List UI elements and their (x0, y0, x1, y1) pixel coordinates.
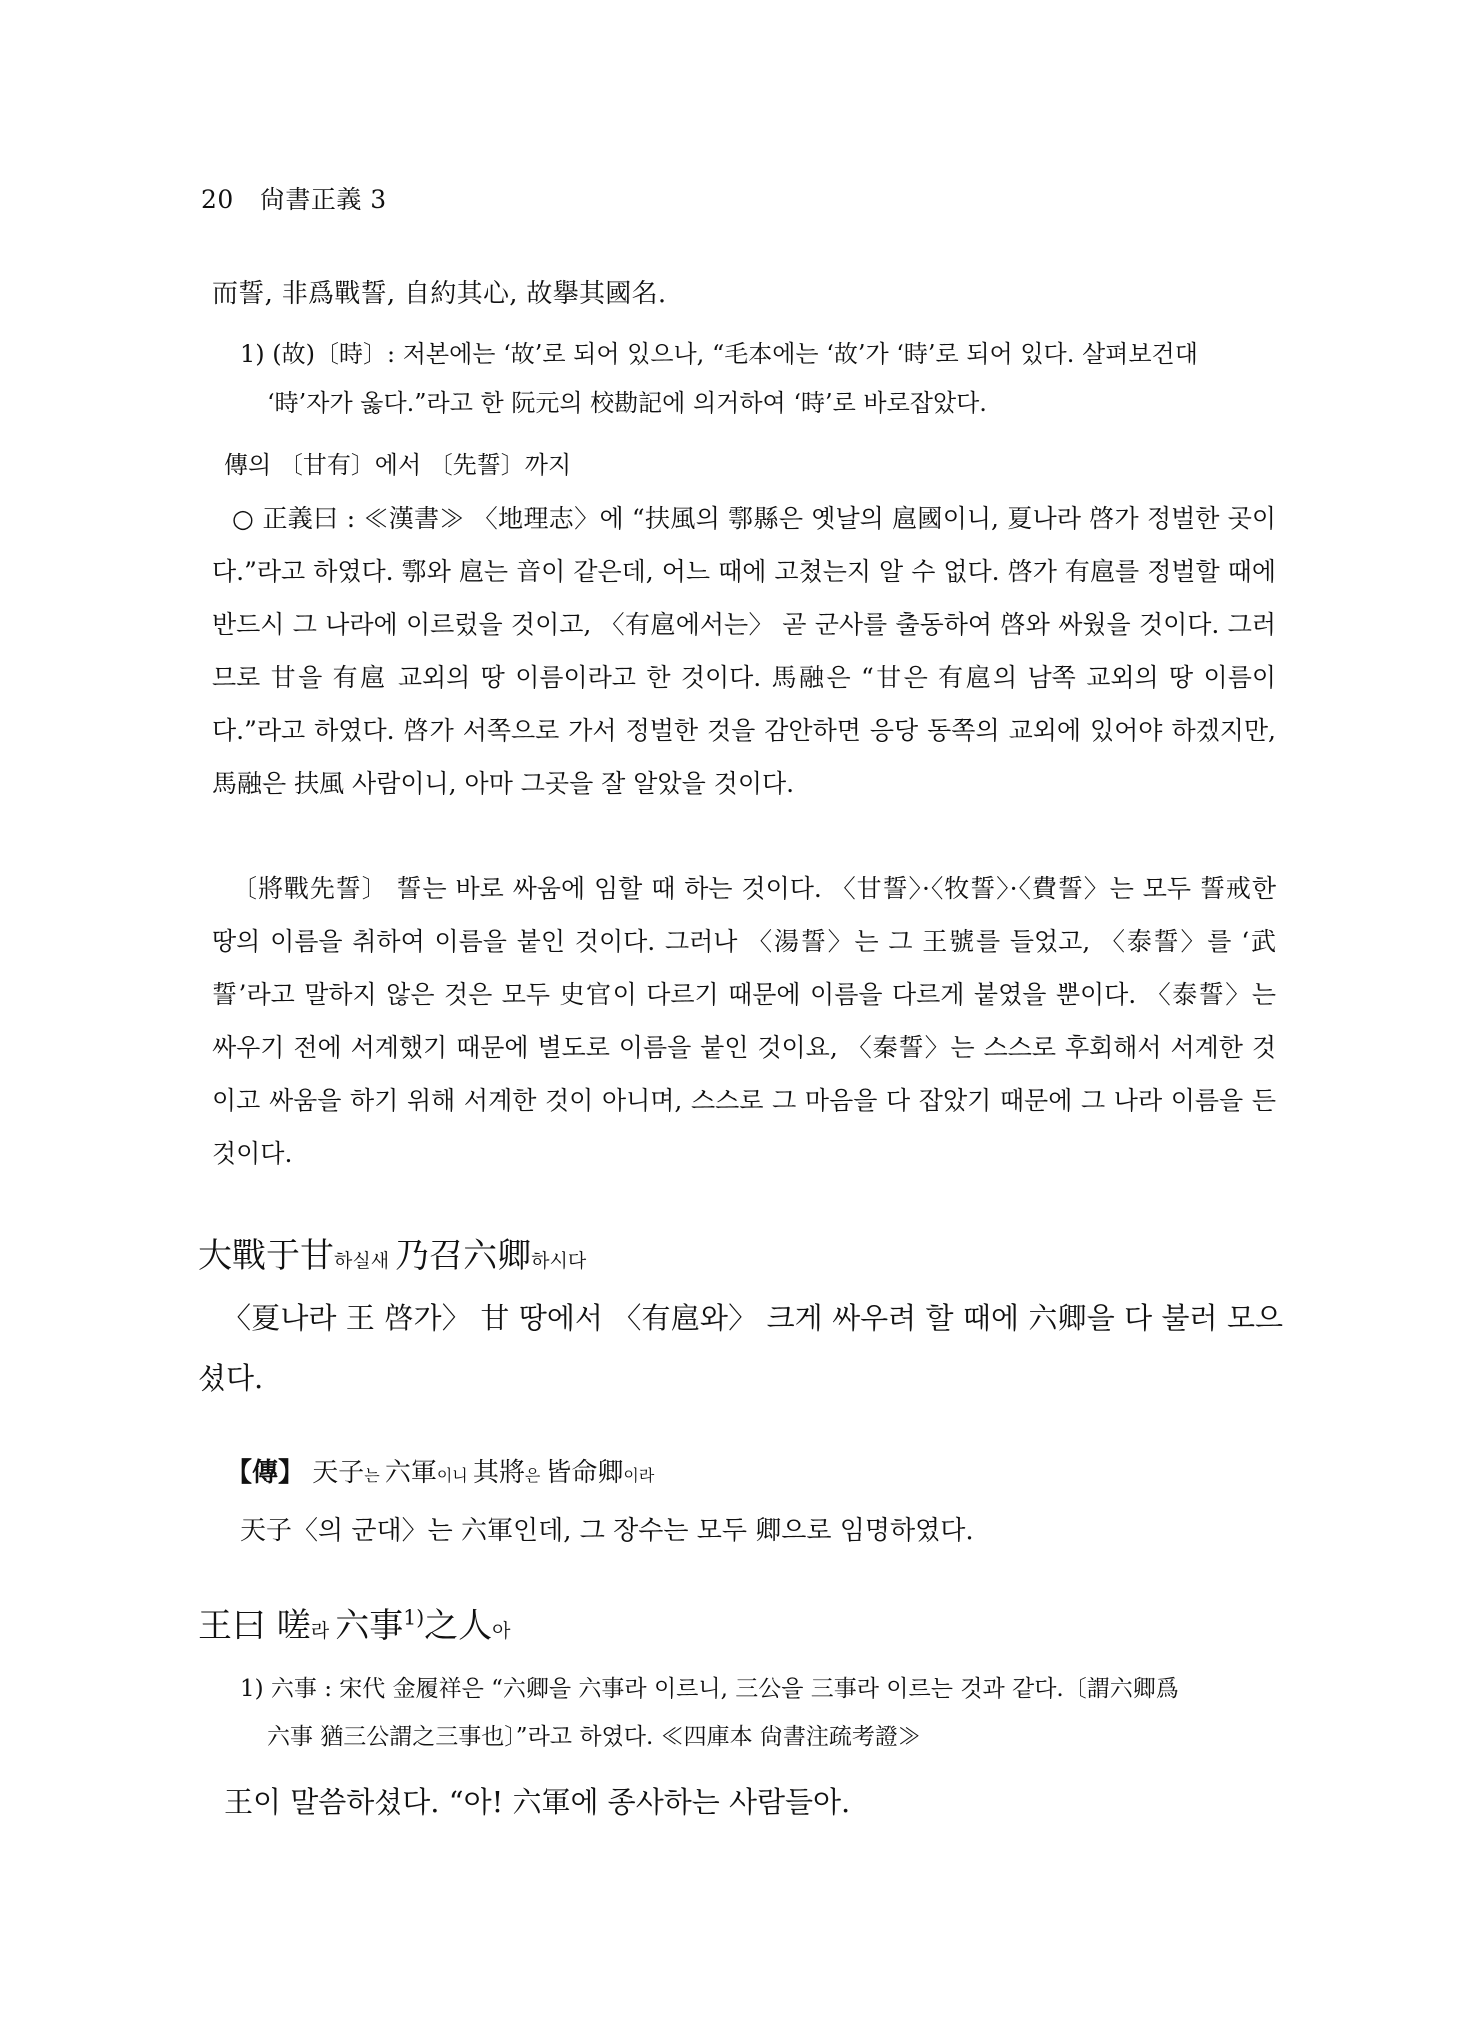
classic-text: 之人 (424, 1606, 493, 1646)
commentary-text: 其將 (472, 1458, 525, 1488)
commentary-text: 六軍 (384, 1458, 437, 1488)
footnote-line: 1) (故)〔時〕: 저본에는 ‘故’로 되어 있으나, “毛本에는 ‘故’가 ‘時’로 되어 있다. 살펴보건대 (240, 340, 1198, 368)
classic-text: 大戰于甘 (198, 1236, 334, 1276)
footnote-ref: 1) (403, 1605, 425, 1630)
commentary-tag: 【傳】 (226, 1458, 305, 1488)
continued-text: 而誓, 非爲戰誓, 自約其心, 故擧其國名. (212, 279, 667, 309)
commentary-line (226, 1452, 654, 1489)
reading-mark: 아 (492, 1620, 511, 1642)
commentary-paragraph (212, 862, 1276, 1180)
commentary-translation: 天子〈의 군대〉는 六軍인데, 그 장수는 모두 卿으로 임명하였다. (240, 1516, 974, 1546)
book-title: 尙書正義 3 (259, 185, 387, 214)
footnote-line: 六事 猶三公謂之三事也〕”라고 하였다. ≪四庫本 尙書注疏考證≫ (267, 1724, 921, 1750)
reading-mark: 하실새 (334, 1250, 396, 1272)
commentary-paragraph (212, 492, 1276, 810)
classic-text-line (198, 1598, 511, 1647)
paragraph-text: ○ 正義曰 : ≪漢書≫ 〈地理志〉에 “扶風의 鄠縣은 옛날의 扈國이니, 夏나라 啓가 정벌한 곳이다.”라고 하였다. 鄠와 扈는 音이 같은데, 어느 때에 고쳤는지 알 수 없다. 啓가 有扈를 정벌할 때에 반드시 그 나라에 이르렀을 것이고, 〈有扈에서는〉 곧 군사를 출동하여 啓와 싸웠을 것이다. 그러므로 甘을 有扈 교외의 땅 이름이라고 한 것이다. 馬融은 “甘은 有扈의 남쪽 교외의 땅 이름이다.”라고 하였다. 啓가 서쪽으로 가서 정벌한 것을 감안하면 응당 동쪽의 교외에 있어야 하겠지만, 馬融은 扶風 사람이니, 아마 그곳을 잘 알았을 것이다. (212, 504, 1276, 798)
reading-mark: 는 (364, 1466, 385, 1485)
reading-mark: 이라 (623, 1466, 655, 1485)
classic-text-line (198, 1228, 586, 1277)
commentary-text: 天子 (304, 1458, 365, 1488)
reading-mark: 이니 (436, 1466, 473, 1485)
translation-text: 王이 말씀하셨다. “아! 六軍에 종사하는 사람들아. (224, 1785, 851, 1819)
paragraph-text: 〔將戰先誓〕 誓는 바로 싸움에 임할 때 하는 것이다. 〈甘誓〉·〈牧誓〉·〈費誓〉는 모두 誓戒한 땅의 이름을 취하여 이름을 붙인 것이다. 그러나 〈湯誓〉는 그 王號를 들었고, 〈泰誓〉를 ‘武誓’라고 말하지 않은 것은 모두 史官이 다르기 때문에 이름을 다르게 붙였을 뿐이다. 〈泰誓〉는 싸우기 전에 서계했기 때문에 별도로 이름을 붙인 것이요, 〈秦誓〉는 스스로 후회해서 서계한 것이고 싸움을 하기 위해 서계한 것이 아니며, 스스로 그 마음을 다 잡았기 때문에 그 나라 이름을 든 것이다. (212, 874, 1276, 1168)
reading-mark: 은 (524, 1466, 546, 1485)
range-label: 傳의 〔甘有〕에서 〔先誓〕까지 (224, 451, 572, 479)
reading-mark: 라 (310, 1620, 336, 1642)
classic-text: 乃召六卿 (395, 1236, 532, 1276)
running-header (201, 180, 387, 216)
translation-text: 〈夏나라 王 啓가〉 甘 땅에서 〈有扈와〉 크게 싸우려 할 때에 六卿을 다 불러 모으셨다. (198, 1301, 1283, 1395)
footnote-1 (240, 330, 1280, 428)
footnote-line: 1) 六事 : 宋代 金履祥은 “六卿을 六事라 이르니, 三公을 三事라 이르는 것과 같다.〔謂六卿爲 (240, 1676, 1179, 1702)
classic-text: 六事 (335, 1606, 404, 1646)
commentary-text: 皆命卿 (545, 1458, 624, 1488)
page-number: 20 (201, 185, 234, 214)
footnote-2 (240, 1665, 1290, 1761)
footnote-line: ‘時’자가 옳다.”라고 한 阮元의 校勘記에 의거하여 ‘時’로 바로잡았다. (267, 389, 987, 417)
classic-text: 王曰 嗟 (198, 1606, 311, 1646)
reading-mark: 하시다 (531, 1250, 587, 1272)
